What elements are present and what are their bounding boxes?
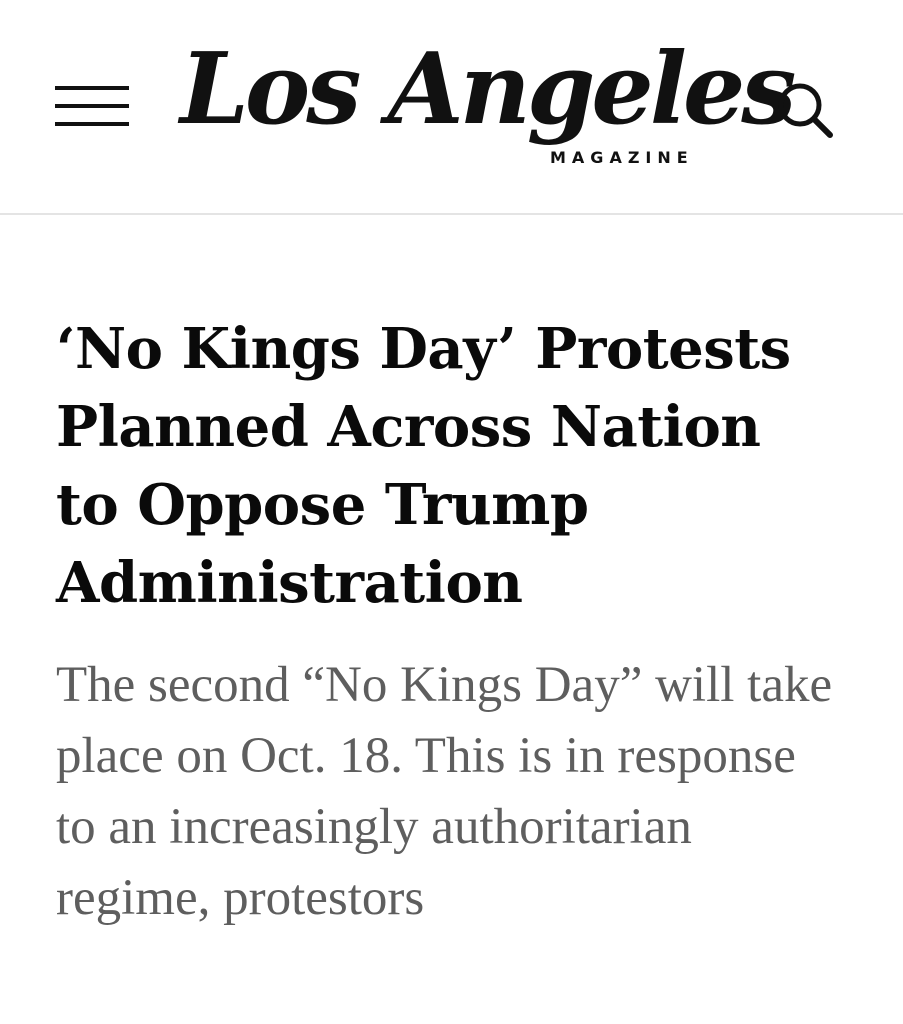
logo-subtitle: MAGAZINE bbox=[550, 148, 694, 167]
hamburger-menu-icon-bar bbox=[55, 104, 129, 108]
logo-wordmark: Los Angeles bbox=[180, 32, 793, 147]
menu-button[interactable] bbox=[50, 78, 136, 134]
site-logo[interactable] bbox=[180, 30, 793, 180]
search-button[interactable] bbox=[770, 76, 840, 142]
hamburger-menu-icon bbox=[55, 86, 129, 90]
hamburger-menu-icon-bar bbox=[55, 122, 129, 126]
article bbox=[56, 310, 856, 934]
search-icon bbox=[770, 76, 840, 142]
site-header bbox=[0, 0, 903, 215]
article-headline[interactable]: ‘No Kings Day’ Protests Planned Across Nation to Oppose Trump Administration bbox=[56, 316, 791, 616]
article-dek: The second “No Kings Day” will take place on Oct. 18. This is in response to an increasingly authoritarian regime, protestors bbox=[56, 657, 833, 926]
